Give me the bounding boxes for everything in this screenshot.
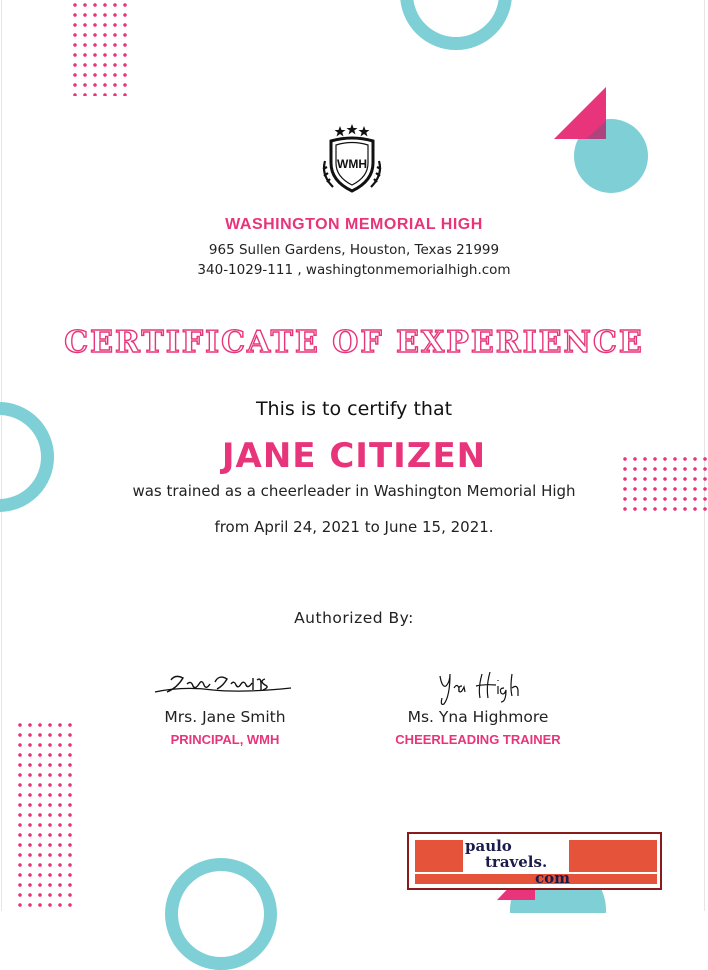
signer-principal: [95, 708, 355, 747]
shield-crest-icon: [317, 123, 387, 195]
signer-name: Mrs. Jane Smith: [164, 708, 286, 726]
paulotravels-watermark: [407, 832, 662, 890]
signature-yna-highmore: [432, 668, 532, 708]
watermark-text-line2: travels.: [485, 853, 548, 871]
school-address: 965 Sullen Gardens, Houston, Texas 21999: [208, 242, 500, 258]
certificate-description: was trained as a cheerleader in Washington Memorial High: [132, 482, 576, 500]
school-name: WASHINGTON MEMORIAL HIGH: [225, 216, 483, 233]
certificate-title: CERTIFICATE OF EXPERIENCE: [64, 325, 644, 360]
watermark-text-line1: paulo: [465, 837, 512, 855]
signer-role: PRINCIPAL, WMH: [170, 732, 280, 747]
certificate-dates: from April 24, 2021 to June 15, 2021.: [214, 518, 494, 536]
dot-pattern-bottom-left: [15, 720, 75, 913]
pink-triangle-teal-circle-shape: [548, 85, 658, 200]
authorized-by-label: Authorized By:: [294, 609, 414, 627]
certify-line: This is to certify that: [255, 398, 453, 420]
signer-name: Ms. Yna Highmore: [407, 708, 549, 726]
recipient-name: JANE CITIZEN: [221, 436, 487, 476]
school-contact: 340-1029-111 , washingtonmemorialhigh.com: [197, 262, 511, 278]
dot-pattern-top-left: [70, 0, 128, 96]
watermark-text-line3: com: [535, 869, 571, 887]
logo-initials: WMH: [337, 157, 367, 171]
signature-jane-smith: [153, 670, 293, 700]
signer-role: CHEERLEADING TRAINER: [395, 732, 561, 747]
signer-trainer: [348, 708, 608, 747]
teal-ring-bottom: [165, 858, 277, 970]
